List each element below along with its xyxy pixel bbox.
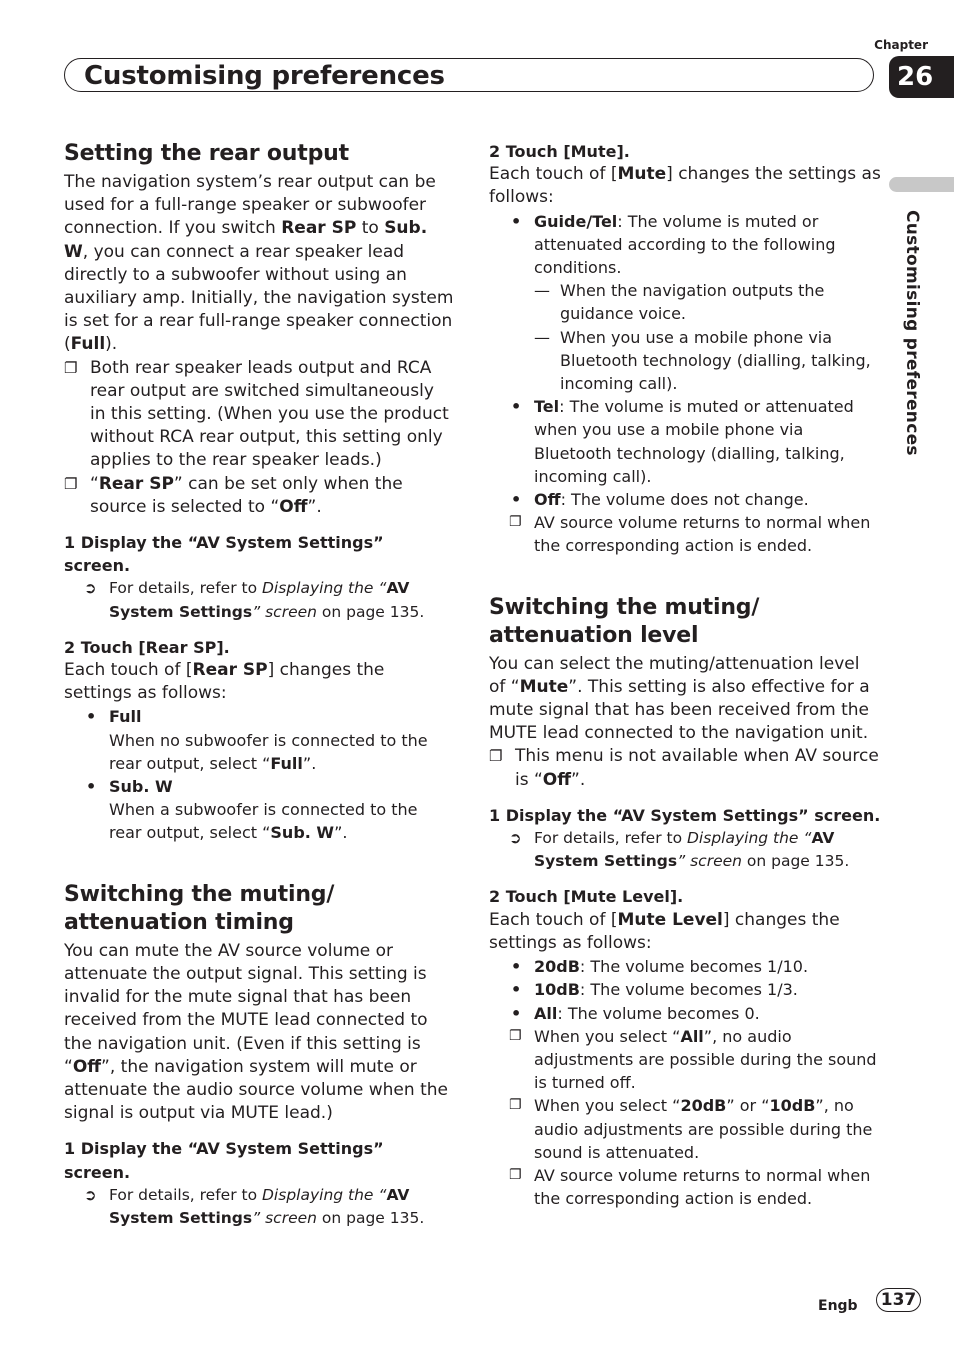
chapter-number: 26 xyxy=(889,56,954,98)
step-touch-mute: 2 Touch [Mute]. xyxy=(489,142,630,161)
left-column xyxy=(64,140,454,1230)
rear-sp-each-touch: Each touch of [Rear SP] changes the settings as follows: xyxy=(64,660,385,704)
option-10db: • 10dB: The volume becomes 1/3. xyxy=(489,978,881,1001)
option-full-desc: When no subwoofer is connected to the rear output, select “Full”. xyxy=(109,730,428,773)
right-column xyxy=(489,140,881,1210)
step-touch-mute-level: 2 Touch [Mute Level]. xyxy=(489,887,684,907)
option-sub-w-desc: When a subwoofer is connected to the rear output, select “Sub. W”. xyxy=(109,800,418,843)
cross-reference: ➲ For details, refer to Displaying the “AV System Settings” screen on page 135. xyxy=(64,1184,454,1230)
condition-mobile-phone: — When you use a mobile phone via Bluetooth technology (dialling, talking, incoming call). xyxy=(489,326,881,396)
chapter-label: Chapter xyxy=(874,38,928,52)
muting-timing-intro: You can mute the AV source volume or attenuate the output signal. This setting is invalid for the mute signal that has been received from the MUTE lead connected to the navigation unit. (Even if this setting is “Off”, the navigation system will mute or attenuate the audio source volume when the signal is output via MUTE lead.) xyxy=(64,940,448,1124)
page-title: Customising preferences xyxy=(84,61,445,91)
note-rear-sp-source: ❐ “Rear SP” can be set only when the source is selected to “Off”. xyxy=(64,473,454,519)
option-full: • Full xyxy=(64,705,454,728)
step-display-av-settings: 1 Display the “AV System Settings” screen. xyxy=(489,805,881,825)
footer-language: Engb xyxy=(818,1298,858,1314)
option-guide-tel: • Guide/Tel: The volume is muted or attenuated according to the following conditions. xyxy=(489,210,881,280)
cross-reference: ➲ For details, refer to Displaying the “AV System Settings” screen on page 135. xyxy=(489,827,881,873)
section-title-muting-level: Switching the muting/ attenuation level xyxy=(489,594,760,648)
condition-guidance-voice: — When the navigation outputs the guidance voice. xyxy=(489,279,881,325)
mute-options xyxy=(489,210,881,280)
section-title-muting-timing: Switching the muting/ attenuation timing xyxy=(64,881,335,935)
step-display-av-settings: 1 Display the “AV System Settings” screen. xyxy=(64,533,384,576)
section-title-rear-output: Setting the rear output xyxy=(64,141,349,166)
cross-reference: ➲ For details, refer to Displaying the “AV System Settings” screen on page 135. xyxy=(64,577,454,623)
side-tab-marker xyxy=(889,177,954,192)
option-sub-w: • Sub. W xyxy=(64,775,454,798)
mute-each-touch: Each touch of [Mute] changes the settings as follows: xyxy=(489,164,881,208)
rear-output-intro: The navigation system’s rear output can be used for a full-range speaker or subwoofer connection. If you switch Rear SP to Sub. W, you can connect a rear speaker lead directly to a subwoofer without using an auxiliary amp. Initially, the navigation system is set for a rear full-range speaker connection (Full). xyxy=(64,172,454,355)
rear-sp-options xyxy=(64,705,454,728)
note-menu-unavailable: ❐ This menu is not available when AV source is “Off”. xyxy=(489,745,881,791)
note-volume-returns: ❐ AV source volume returns to normal when the corresponding action is ended. xyxy=(489,511,881,557)
mute-level-options xyxy=(489,955,881,1025)
option-off: • Off: The volume does not change. xyxy=(489,488,881,511)
option-tel: • Tel: The volume is muted or attenuated when you use a mobile phone via Bluetooth technology (dialling, talking, incoming call). xyxy=(489,395,881,488)
step-touch-rear-sp: 2 Touch [Rear SP]. xyxy=(64,637,230,657)
page-number: 137 xyxy=(876,1288,921,1312)
mute-level-each-touch: Each touch of [Mute Level] changes the settings as follows: xyxy=(489,909,840,953)
option-all: • All: The volume becomes 0. xyxy=(489,1002,881,1025)
note-db-selected: ❐ When you select “20dB” or “10dB”, no audio adjustments are possible during the sound is attenuated. xyxy=(489,1094,881,1164)
note-rear-leads: ❐ Both rear speaker leads output and RCA rear output are switched simultaneously in this setting. (When you use the product without RCA rear output, this setting only applies to the rear speaker leads.) xyxy=(64,357,454,473)
side-tab-label: Customising preferences xyxy=(902,210,922,456)
muting-level-intro: You can select the muting/attenuation level of “Mute”. This setting is also effective for a mute signal that has been received from the MUTE lead connected to the navigation unit. xyxy=(489,653,870,744)
option-20db: • 20dB: The volume becomes 1/10. xyxy=(489,955,881,978)
note-volume-returns: ❐ AV source volume returns to normal when the corresponding action is ended. xyxy=(489,1164,881,1210)
note-all-selected: ❐ When you select “All”, no audio adjustments are possible during the sound is turned off. xyxy=(489,1025,881,1095)
step-display-av-settings: 1 Display the “AV System Settings” screen. xyxy=(64,1139,384,1182)
